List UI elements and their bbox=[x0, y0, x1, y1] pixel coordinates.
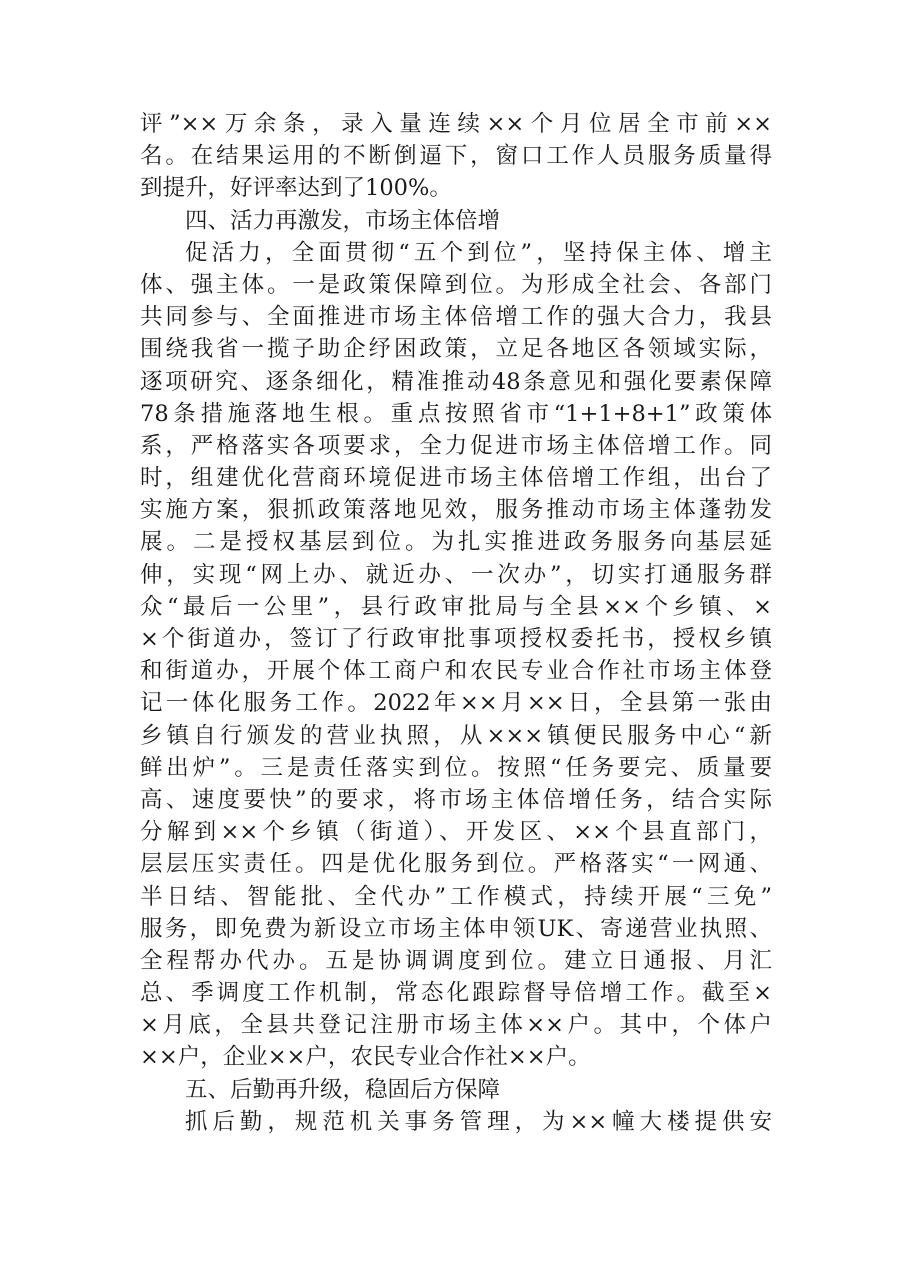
text-line: 全程帮办代办。五是协调调度到位。建立日通报、月汇 bbox=[140, 947, 772, 974]
text-line: 实施方案，狠抓政策落地见效，服务推动市场主体蓬勃发 bbox=[140, 497, 772, 524]
text-line: 高、速度要快”的要求，将市场主体倍增任务，结合实际 bbox=[140, 786, 772, 813]
text-line: 众“最后一公里”，县行政审批局与全县××个乡镇、× bbox=[140, 593, 772, 620]
text-line: ×个街道办，签订了行政审批事项授权委托书，授权乡镇 bbox=[140, 626, 772, 652]
text-line: ××户，企业××户，农民专业合作社××户。 bbox=[140, 1044, 591, 1071]
text-line: 记一体化服务工作。2022年××月××日，全县第一张由 bbox=[140, 690, 772, 717]
text-line: 分解到××个乡镇（街道）、开发区、××个县直部门， bbox=[140, 819, 772, 846]
body-text bbox=[140, 108, 772, 1138]
text-line: 展。二是授权基层到位。为扎实推进政务服务向基层延 bbox=[140, 529, 772, 556]
text-line: ×月底，全县共登记注册市场主体××户。其中，个体户 bbox=[140, 1012, 772, 1039]
text-line: 系，严格落实各项要求，全力促进市场主体倍增工作。同 bbox=[140, 432, 772, 459]
text-line: 名。在结果运用的不断倒逼下，窗口工作人员服务质量得 bbox=[140, 143, 772, 170]
text-line: 和街道办，开展个体工商户和农民专业合作社市场主体登 bbox=[140, 658, 772, 685]
paragraph-first-line: 促活力，全面贯彻“五个到位”，坚持保主体、增主 bbox=[185, 239, 772, 266]
text-line: 评”××万余条，录入量连续××个月位居全市前×× bbox=[140, 111, 772, 137]
section-heading: 四、活力再激发，市场主体倍增 bbox=[185, 207, 501, 234]
text-line: 78条措施落地生根。重点按照省市“1+1+8+1”政策体 bbox=[140, 400, 772, 427]
text-line: 体、强主体。一是政策保障到位。为形成全社会、各部门 bbox=[140, 271, 772, 298]
text-line: 半日结、智能批、全代办”工作模式，持续开展“三免” bbox=[140, 883, 772, 910]
text-line: 到提升，好评率达到了100%。 bbox=[140, 175, 452, 202]
text-line: 层层压实责任。四是优化服务到位。严格落实“一网通、 bbox=[140, 851, 772, 878]
text-line: 伸，实现“网上办、就近办、一次办”，切实打通服务群 bbox=[140, 561, 772, 588]
text-line: 总、季调度工作机制，常态化跟踪督导倍增工作。截至× bbox=[140, 980, 772, 1007]
text-line: 鲜出炉”。三是责任落实到位。按照“任务要完、质量要 bbox=[140, 754, 772, 781]
text-line: 共同参与、全面推进市场主体倍增工作的强大合力，我县 bbox=[140, 304, 772, 331]
paragraph-first-line: 抓后勤，规范机关事务管理，为××幢大楼提供安 bbox=[185, 1108, 772, 1135]
text-line: 围绕我省一揽子助企纾困政策，立足各地区各领域实际， bbox=[140, 336, 772, 363]
text-line: 时，组建优化营商环境促进市场主体倍增工作组，出台了 bbox=[140, 465, 772, 492]
section-heading: 五、后勤再升级，稳固后方保障 bbox=[185, 1076, 501, 1103]
text-line: 乡镇自行颁发的营业执照，从×××镇便民服务中心“新 bbox=[140, 722, 772, 749]
text-line: 服务，即免费为新设立市场主体申领UK、寄递营业执照、 bbox=[140, 915, 772, 942]
text-line: 逐项研究、逐条细化，精准推动48条意见和强化要素保障 bbox=[140, 368, 772, 395]
